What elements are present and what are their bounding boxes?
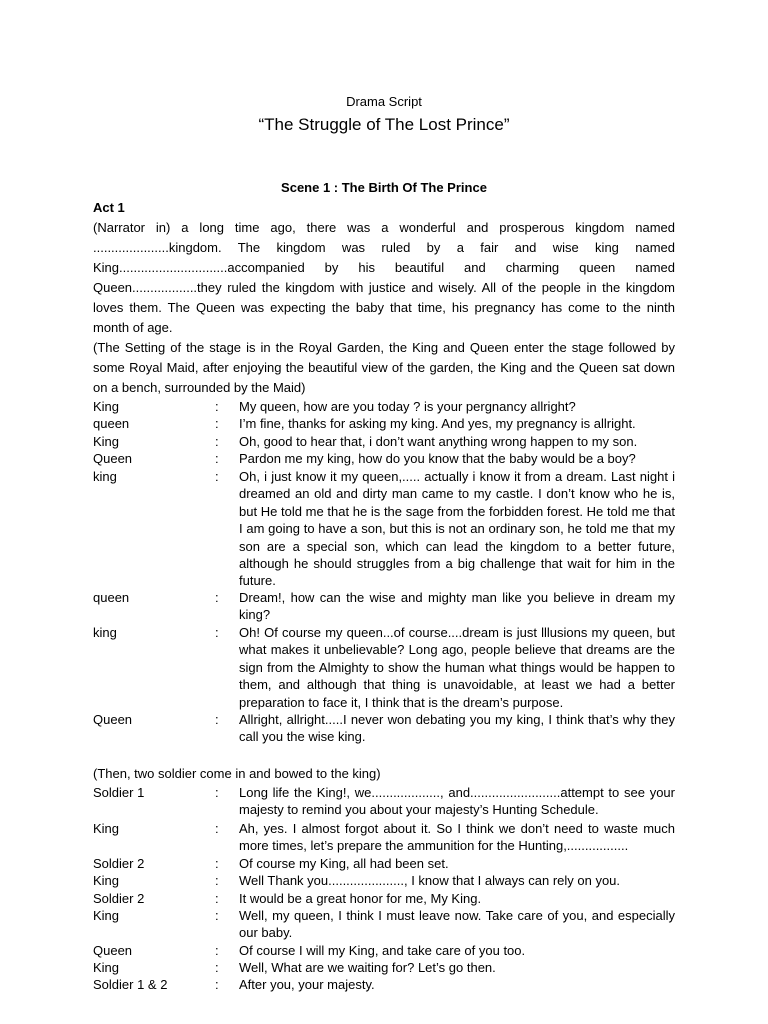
dialogue-line: It would be a great honor for me, My King. [239,891,482,906]
speaker-name: King [93,821,120,836]
dialogue-line: Well, What are we waiting for? Let’s go then. [239,960,496,975]
speaker-name: King [93,399,120,414]
speaker-colon: : [215,908,219,923]
speaker-name: queen [93,590,130,605]
speaker-name: King [93,960,120,975]
dialogue-line: My queen, how are you today ? is your pergnancy allright? [239,399,576,414]
speaker-colon: : [215,469,219,484]
dialogue-line: Pardon me my king, how do you know that the baby would be a boy? [239,451,636,466]
dialogue-line: Long life the King!, we..................., and.........................attempt to see your majesty to remind you about your majesty’s Hunting Schedule. [239,785,675,818]
dialogue-line: Oh, good to hear that, i don’t want anything wrong happen to my son. [239,434,638,449]
speaker-name: King [93,434,120,449]
speaker-name: King [93,873,120,888]
dialogue-line: Oh! Of course my queen...of course....dream is just lllusions my queen, but what makes it unbelievable? Long ago, people believe that dreams are the sign from the Almighty to show the human what things would be happen to them, and although that thing is unavoidable, at least we had a better preparation to face it, I think that is the dream’s purpose. [239,625,675,710]
narration-paragraph: (Narrator in) a long time ago, there was a wonderful and prosperous kingdom named .....................kingdom. The kingdom was ruled by a fair and wise king named King..............................accompanied by his beautiful and charming queen named Queen..................they ruled the kingdom with justice and wisely. All of the people in the kingdom loves them. The Queen was expecting the baby that time, his pregnancy has come to the ninth month of age. [93,220,675,335]
speaker-colon: : [215,856,219,871]
stage-direction: (Then, two soldier come in and bowed to the king) [93,766,381,781]
speaker-colon: : [215,891,219,906]
speaker-colon: : [215,821,219,836]
speaker-name: King [93,908,120,923]
dialogue-line: After you, your majesty. [239,977,375,992]
speaker-name: queen [93,416,130,431]
dialogue-line: I’m fine, thanks for asking my king. And yes, my pregnancy is allright. [239,416,636,431]
speaker-colon: : [215,434,219,449]
speaker-colon: : [215,943,219,958]
speaker-colon: : [215,977,219,992]
dialogue-line: Dream!, how can the wise and mighty man like you believe in dream my king? [239,590,675,623]
speaker-colon: : [215,451,219,466]
dialogue-line: Allright, allright.....I never won debating you my king, I think that’s why they call you the wise king. [239,712,675,745]
dialogue-line: Ah, yes. I almost forgot about it. So I think we don’t need to waste much more times, let’s prepare the ammunition for the Hunting,................. [239,821,675,854]
speaker-name: king [93,625,117,640]
dialogue-line: Well, my queen, I think I must leave now. Take care of you, and especially our baby. [239,908,675,941]
speaker-name: Soldier 2 [93,856,145,871]
speaker-colon: : [215,873,219,888]
speaker-name: Queen [93,451,133,466]
speaker-colon: : [215,785,219,800]
dialogue-line: Oh, i just know it my queen,..... actually i know it from a dream. Last night i dreamed an old and dirty man came to my castle. I don’t know who he is, but He told me that he is the sage from the forbidden forest. He told me that I am going to have a son, but this is not an ordinary son, he told me that my son are a special son, which can lead the kingdom to a better future, although he should struggles from a big challenge that wait for him in the future. [239,469,675,589]
speaker-name: Soldier 1 & 2 [93,977,168,992]
speaker-colon: : [215,960,219,975]
speaker-name: king [93,469,117,484]
speaker-colon: : [215,399,219,414]
speaker-name: Soldier 1 [93,785,145,800]
act-heading: Act 1 [93,200,125,215]
document-label: Drama Script [346,94,422,109]
speaker-name: Queen [93,712,133,727]
speaker-name: Queen [93,943,133,958]
speaker-colon: : [215,590,219,605]
stage-setting: (The Setting of the stage is in the Royal Garden, the King and Queen enter the stage followed by some Royal Maid, after enjoying the beautiful view of the garden, the King and the Queen sat down on a bench, surrounded by the Maid) [93,340,675,395]
speaker-colon: : [215,625,219,640]
speaker-colon: : [215,416,219,431]
dialogue-line: Of course I will my King, and take care of you too. [239,943,526,958]
dialogue-line: Well Thank you....................., I know that I always can rely on you. [239,873,621,888]
speaker-colon: : [215,712,219,727]
dialogue-line: Of course my King, all had been set. [239,856,449,871]
scene-heading: Scene 1 : The Birth Of The Prince [281,180,487,195]
speaker-name: Soldier 2 [93,891,145,906]
script-title: “The Struggle of The Lost Prince” [258,115,510,134]
